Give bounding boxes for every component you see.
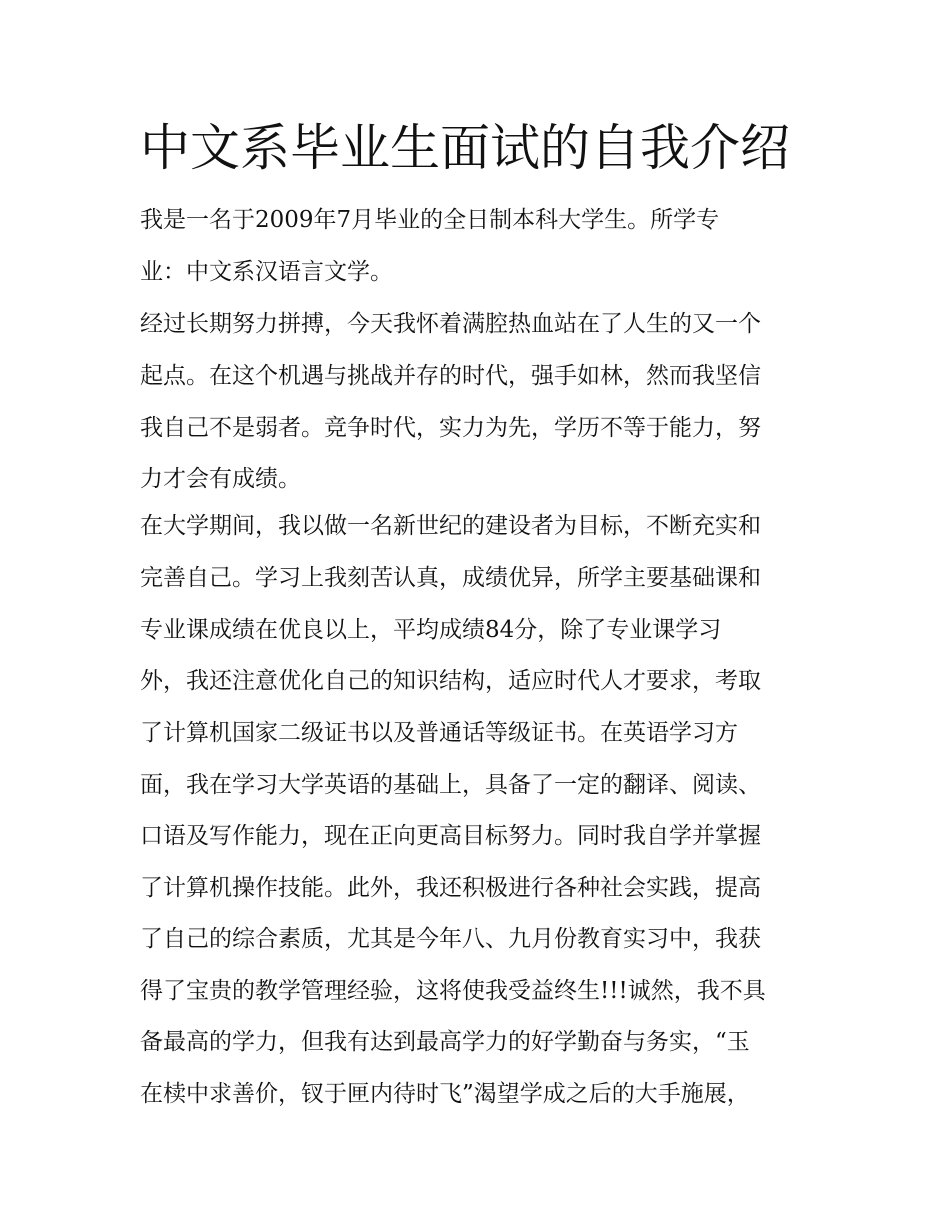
text-line: 得了宝贵的教学管理经验，这将使我受益终生!!!诚然，我不具 bbox=[140, 978, 766, 1004]
text-line: 了计算机国家二级证书以及普通话等级证书。在英语学习方 bbox=[140, 720, 738, 746]
text-line: 外，我还注意优化自己的知识结构，适应时代人才要求，考取 bbox=[140, 668, 761, 694]
text-line: 了自己的综合素质，尤其是今年八、九月份教育实习中，我获 bbox=[140, 926, 761, 952]
text-line: 面，我在学习大学英语的基础上，具备了一定的翻译、阅读、 bbox=[140, 772, 761, 798]
text-line: 在大学期间，我以做一名新世纪的建设者为目标，不断充实和 bbox=[140, 513, 761, 539]
text-line: 我自己不是弱者。竞争时代，实力为先，学历不等于能力，努 bbox=[140, 415, 761, 441]
text-line: 在椟中求善价，钗于匣内待时飞”渴望学成之后的大手施展， bbox=[140, 1081, 750, 1107]
text-line: 经过长期努力拼搏，今天我怀着满腔热血站在了人生的又一个 bbox=[140, 311, 761, 337]
text-line: 我是一名于2009年7月毕业的全日制本科大学生。所学专 bbox=[140, 207, 720, 233]
text-line: 完善自己。学习上我刻苦认真，成绩优异，所学主要基础课和 bbox=[140, 565, 761, 591]
text-line: 力才会有成绩。 bbox=[140, 466, 301, 492]
text-line: 起点。在这个机遇与挑战并存的时代，强手如林，然而我坚信 bbox=[140, 363, 761, 389]
text-line: 业：中文系汉语言文学。 bbox=[140, 259, 393, 285]
text-line: 备最高的学力，但我有达到最高学力的好学勤奋与务实，“玉 bbox=[140, 1029, 750, 1055]
text-line: 了计算机操作技能。此外，我还积极进行各种社会实践，提高 bbox=[140, 875, 761, 901]
text-line: 专业课成绩在优良以上，平均成绩84分，除了专业课学习 bbox=[140, 617, 722, 643]
text-line: 口语及写作能力，现在正向更高目标努力。同时我自学并掌握 bbox=[140, 823, 761, 849]
document-title: 中文系毕业生面试的自我介绍 bbox=[140, 119, 790, 177]
